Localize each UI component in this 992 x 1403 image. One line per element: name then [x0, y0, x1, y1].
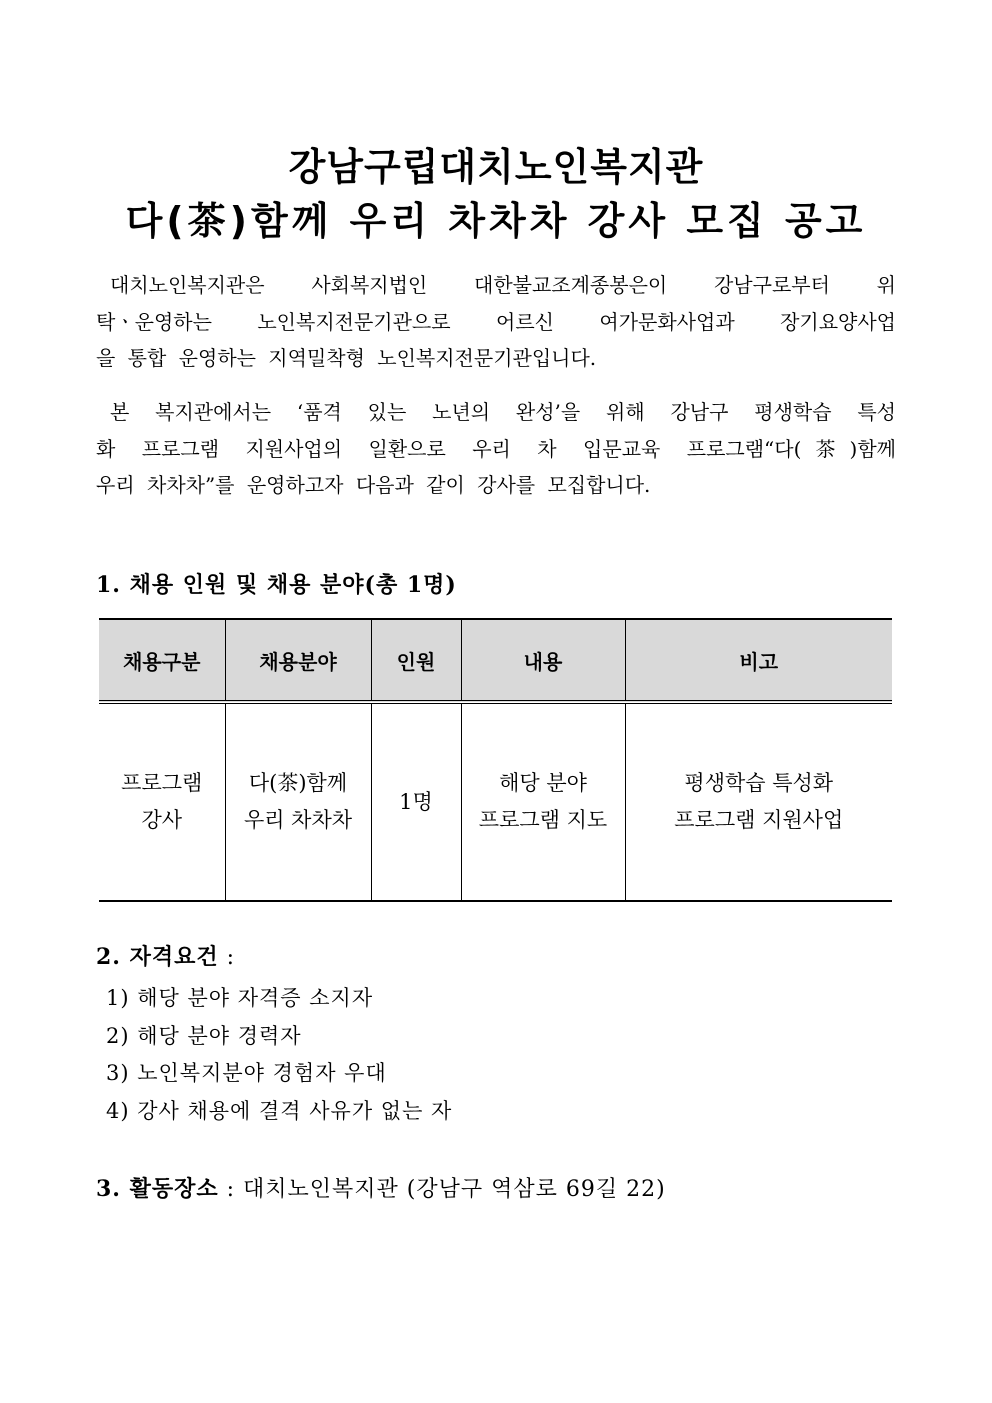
header-field: 채용분야 [225, 619, 371, 702]
intro-p2-line-3: 우리 차차차”를 운영하고자 다음과 같이 강사를 모집합니다. [96, 473, 651, 497]
section-2-heading [96, 940, 235, 971]
cell-field-line-1: 다(茶)함께 [248, 771, 348, 795]
section-2-heading-suffix: : [218, 945, 236, 970]
cell-field-line-2: 우리 차차차 [243, 808, 353, 832]
intro-paragraph-2 [96, 394, 896, 504]
intro-p2-line-1: 본 복지관에서는 ‘품격 있는 노년의 완성’을 위해 강남구 평생학습 특성 [110, 400, 896, 424]
cell-field [225, 702, 371, 901]
intro-paragraph-1 [96, 267, 896, 377]
cell-note [625, 702, 892, 901]
activity-location: : 대치노인복지관 (강남구 역삼로 69길 22) [218, 1177, 666, 1202]
header-content: 내용 [461, 619, 625, 702]
table-row [99, 702, 892, 901]
cell-content-line-1: 해당 분야 [499, 771, 587, 795]
list-item: 4) 강사 채용에 결격 사유가 없는 자 [106, 1098, 453, 1123]
cell-note-line-2: 프로그램 지원사업 [674, 808, 844, 832]
cell-note-line-1: 평생학습 특성화 [684, 771, 834, 795]
title-line-2: 다(茶)함께 우리 차차차 강사 모집 공고 [125, 199, 867, 243]
intro-p1-line-1: 대치노인복지관은 사회복지법인 대한불교조계종봉은이 강남구로부터 위 [110, 273, 896, 297]
cell-category [99, 702, 225, 901]
cell-content [461, 702, 625, 901]
recruitment-table [99, 618, 892, 902]
list-item: 2) 해당 분야 경력자 [106, 1023, 302, 1048]
intro-p1-line-3: 을 통합 운영하는 지역밀착형 노인복지전문기관입니다. [96, 346, 597, 370]
intro-p2-line-2: 화 프로그램 지원사업의 일환으로 우리 차 입문교육 프로그램“다(茶)함께 [96, 436, 896, 461]
list-item: 1) 해당 분야 자격증 소지자 [106, 986, 374, 1010]
section-2-heading-text: 2. 자격요건 [96, 944, 219, 970]
intro-p1-line-2: 탁ㆍ운영하는 노인복지전문기관으로 어르신 여가문화사업과 장기요양사업 [96, 309, 896, 334]
section-1-heading: 1. 채용 인원 및 채용 분야(총 1명) [96, 572, 457, 598]
title-line-1: 강남구립대치노인복지관 [288, 145, 704, 189]
header-category: 채용구분 [99, 619, 225, 702]
cell-content-line-2: 프로그램 지도 [478, 808, 608, 832]
table-header-row [99, 619, 892, 702]
cell-category-line-1: 프로그램 [121, 771, 203, 795]
section-3-heading-text: 3. 활동장소 [96, 1176, 219, 1202]
header-count: 인원 [371, 619, 461, 702]
cell-count: 1명 [371, 702, 461, 901]
list-item: 3) 노인복지분야 경험자 우대 [106, 1061, 387, 1085]
requirements-list [106, 980, 452, 1130]
header-note: 비고 [625, 619, 892, 702]
section-3-heading [96, 1172, 666, 1203]
cell-category-line-2: 강사 [141, 808, 183, 832]
